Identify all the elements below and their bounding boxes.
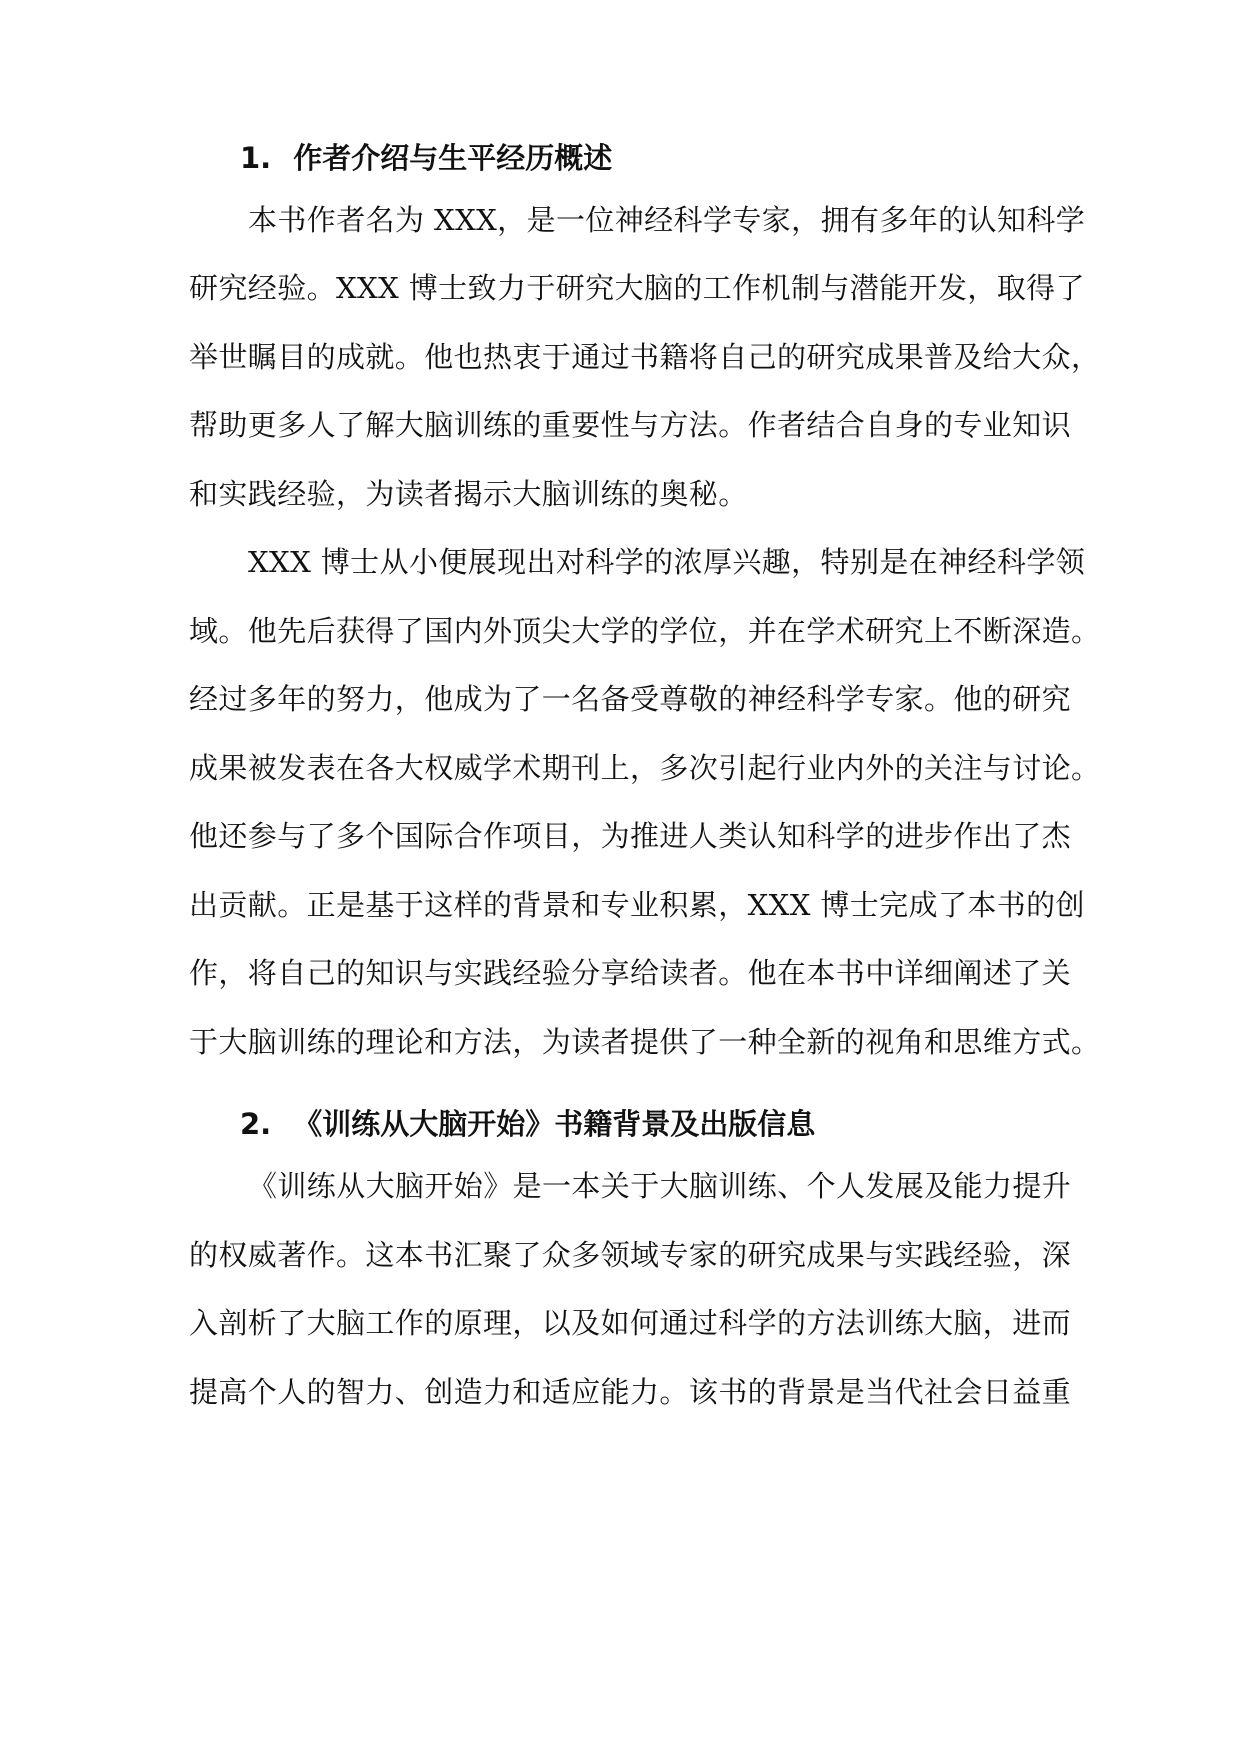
section-1-number: 1. xyxy=(240,141,272,175)
section-1-heading xyxy=(240,140,612,176)
paragraph-line: 入剖析了大脑工作的原理，以及如何通过科学的方法训练大脑，进而 xyxy=(189,1306,1072,1340)
paragraph-line: 作，将自己的知识与实践经验分享给读者。他在本书中详细阐述了关 xyxy=(189,956,1072,990)
paragraph-line: 经过多年的努力，他成为了一名备受尊敬的神经科学专家。他的研究 xyxy=(189,682,1072,716)
section-2-heading xyxy=(240,1106,815,1142)
paragraph-line: 出贡献。正是基于这样的背景和专业积累，XXX 博士完成了本书的创 xyxy=(189,888,1085,922)
paragraph-line: 研究经验。XXX 博士致力于研究大脑的工作机制与潜能开发，取得了 xyxy=(189,271,1085,305)
section-1-title: 作者介绍与生平经历概述 xyxy=(293,141,613,175)
section-2-title: 《训练从大脑开始》书籍背景及出版信息 xyxy=(293,1107,816,1141)
paragraph-line: 《训练从大脑开始》是一本关于大脑训练、个人发展及能力提升 xyxy=(248,1169,1072,1203)
paragraph-line: 本书作者名为 XXX，是一位神经科学专家，拥有多年的认知科学 xyxy=(248,203,1086,237)
paragraph-line: 的权威著作。这本书汇聚了众多领域专家的研究成果与实践经验，深 xyxy=(189,1238,1072,1272)
paragraph-line: 和实践经验，为读者揭示大脑训练的奥秘。 xyxy=(189,477,748,511)
paragraph-line: 举世瞩目的成就。他也热衷于通过书籍将自己的研究成果普及给大众， xyxy=(189,340,1101,374)
paragraph-line: 成果被发表在各大权威学术期刊上，多次引起行业内外的关注与讨论。 xyxy=(189,751,1101,785)
paragraph-line: XXX 博士从小便展现出对科学的浓厚兴趣，特别是在神经科学领 xyxy=(248,545,1086,579)
paragraph-line: 他还参与了多个国际合作项目，为推进人类认知科学的进步作出了杰 xyxy=(189,819,1072,853)
paragraph-line: 域。他先后获得了国内外顶尖大学的学位，并在学术研究上不断深造。 xyxy=(189,614,1101,648)
paragraph-line: 于大脑训练的理论和方法，为读者提供了一种全新的视角和思维方式。 xyxy=(189,1025,1101,1059)
paragraph-line: 帮助更多人了解大脑训练的重要性与方法。作者结合自身的专业知识 xyxy=(189,408,1072,442)
paragraph-line: 提高个人的智力、创造力和适应能力。该书的背景是当代社会日益重 xyxy=(189,1375,1072,1409)
section-2-number: 2. xyxy=(240,1107,272,1141)
